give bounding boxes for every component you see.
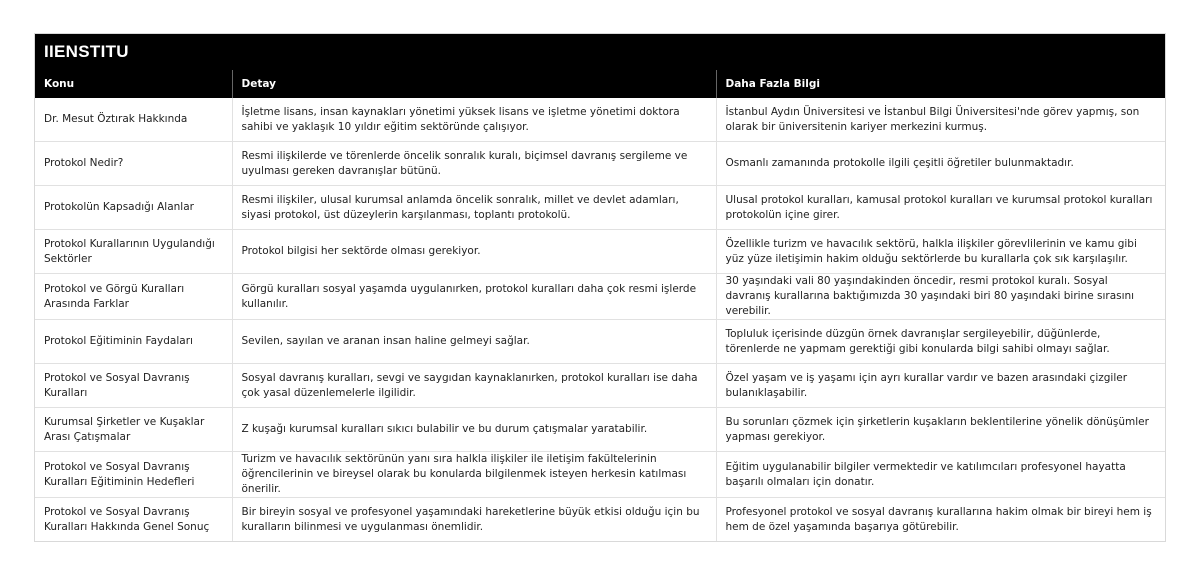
cell-konu: Protokolün Kapsadığı Alanlar xyxy=(35,186,232,230)
cell-konu: Protokol ve Sosyal Davranış Kuralları Eğitiminin Hedefleri xyxy=(35,452,232,498)
table-row xyxy=(35,498,1165,542)
cell-konu: Protokol Nedir? xyxy=(35,142,232,186)
column-header-daha-fazla-bilgi: Daha Fazla Bilgi xyxy=(716,70,1165,98)
table-header xyxy=(35,70,1165,98)
cell-daha-fazla-bilgi: Profesyonel protokol ve sosyal davranış kurallarına hakim olmak bir bireyi hem iş hem de özel yaşamında başarıya götürebilir. xyxy=(716,498,1165,542)
table-row xyxy=(35,186,1165,230)
cell-konu: Dr. Mesut Öztırak Hakkında xyxy=(44,113,188,125)
column-header-konu: Konu xyxy=(35,70,232,98)
table-row xyxy=(35,408,1165,452)
cell-detay: Görgü kuralları sosyal yaşamda uygulanırken, protokol kuralları daha çok resmi işlerde kullanılır. xyxy=(232,274,716,320)
cell-daha-fazla-bilgi: Osmanlı zamanında protokolle ilgili çeşitli öğretiler bulunmaktadır. xyxy=(716,142,1165,186)
table-row xyxy=(35,142,1165,186)
table-body xyxy=(35,98,1165,541)
cell-konu: Kurumsal Şirketler ve Kuşaklar Arası Çatışmalar xyxy=(35,408,232,452)
cell-detay: Sosyal davranış kuralları, sevgi ve saygıdan kaynaklanırken, protokol kuralları ise daha çok yasal düzenlemelerle ilgilidir. xyxy=(232,364,716,408)
cell-konu: Protokol ve Sosyal Davranış Kuralları xyxy=(35,364,232,408)
table-row xyxy=(35,452,1165,498)
cell-detay: Resmi ilişkilerde ve törenlerde öncelik sonralık kuralı, biçimsel davranış sergileme ve uyulması gereken davranışlar bütünü. xyxy=(232,142,716,186)
cell-detay: Turizm ve havacılık sektörünün yanı sıra halkla ilişkiler ile iletişim fakültelerinin öğrencilerinin ve bireysel olarak bu konularda bilgilenmek isteyen herkesin katılması önerilir. xyxy=(232,452,716,498)
cell-daha-fazla-bilgi: Eğitim uygulanabilir bilgiler vermektedir ve katılımcıları profesyonel hayatta başarılı olmaları için donatır. xyxy=(716,452,1165,498)
content-table-container xyxy=(34,33,1166,542)
cell-daha-fazla-bilgi: İstanbul Aydın Üniversitesi ve İstanbul Bilgi Üniversitesi'nde görev yapmış, son olarak bir üniversitenin kariyer merkezini kurmuş. xyxy=(716,98,1165,142)
info-table xyxy=(35,70,1165,541)
cell-daha-fazla-bilgi: Özel yaşam ve iş yaşamı için ayrı kurallar vardır ve bazen arasındaki çizgiler bulanıklaşabilir. xyxy=(716,364,1165,408)
cell-detay: Protokol bilgisi her sektörde olması gerekiyor. xyxy=(232,230,716,274)
table-row xyxy=(35,320,1165,364)
table-header-row xyxy=(35,70,1165,98)
cell-daha-fazla-bilgi: Özellikle turizm ve havacılık sektörü, halkla ilişkiler görevlilerinin ve kamu gibi yüz yüze iletişimin hakim olduğu sektörlerde bu kurallarla çok sık karşılaşılır. xyxy=(716,230,1165,274)
cell-konu: Protokol ve Sosyal Davranış Kuralları Hakkında Genel Sonuç xyxy=(35,498,232,542)
cell-daha-fazla-bilgi: Ulusal protokol kuralları, kamusal protokol kuralları ve kurumsal protokol kuralları protokolün içine girer. xyxy=(716,186,1165,230)
table-row xyxy=(35,274,1165,320)
brand-header-bar xyxy=(35,34,1165,70)
cell-konu: Protokol Kurallarının Uygulandığı Sektörler xyxy=(35,230,232,274)
cell-detay: İşletme lisans, insan kaynakları yönetimi yüksek lisans ve işletme yönetimi doktora sahibi ve yaklaşık 10 yıldır eğitim sektöründe çalışıyor. xyxy=(232,98,716,142)
cell-konu: Protokol Eğitiminin Faydaları xyxy=(35,320,232,364)
column-header-detay: Detay xyxy=(232,70,716,98)
cell-detay: Z kuşağı kurumsal kuralları sıkıcı bulabilir ve bu durum çatışmalar yaratabilir. xyxy=(232,408,716,452)
cell-daha-fazla-bilgi: Topluluk içerisinde düzgün örnek davranışlar sergileyebilir, düğünlerde, törenlerde ne yapmam gerektiği gibi konularda bilgi sahibi olmayı sağlar. xyxy=(716,320,1165,364)
cell-konu: Protokol ve Görgü Kuralları Arasında Farklar xyxy=(35,274,232,320)
table-row xyxy=(35,98,1165,142)
cell-daha-fazla-bilgi: Bu sorunları çözmek için şirketlerin kuşakların beklentilerine yönelik dönüşümler yapması gerekiyor. xyxy=(716,408,1165,452)
brand-logo-text: IIENSTITU xyxy=(44,42,129,61)
cell-detay: Sevilen, sayılan ve aranan insan haline gelmeyi sağlar. xyxy=(232,320,716,364)
cell-daha-fazla-bilgi: 30 yaşındaki vali 80 yaşındakinden öncedir, resmi protokol kuralı. Sosyal davranış kurallarına baktığımızda 30 yaşındaki biri 80 yaşındaki birine sırasını verebilir. xyxy=(716,274,1165,320)
cell-detay: Bir bireyin sosyal ve profesyonel yaşamındaki hareketlerine büyük etkisi olduğu için bu kuralların bilinmesi ve uygulanması önemlidir. xyxy=(232,498,716,542)
table-row xyxy=(35,364,1165,408)
table-row xyxy=(35,230,1165,274)
cell-detay: Resmi ilişkiler, ulusal kurumsal anlamda öncelik sonralık, millet ve devlet adamları, siyasi protokol, üst düzeylerin karşılanması, toplantı protokolü. xyxy=(232,186,716,230)
